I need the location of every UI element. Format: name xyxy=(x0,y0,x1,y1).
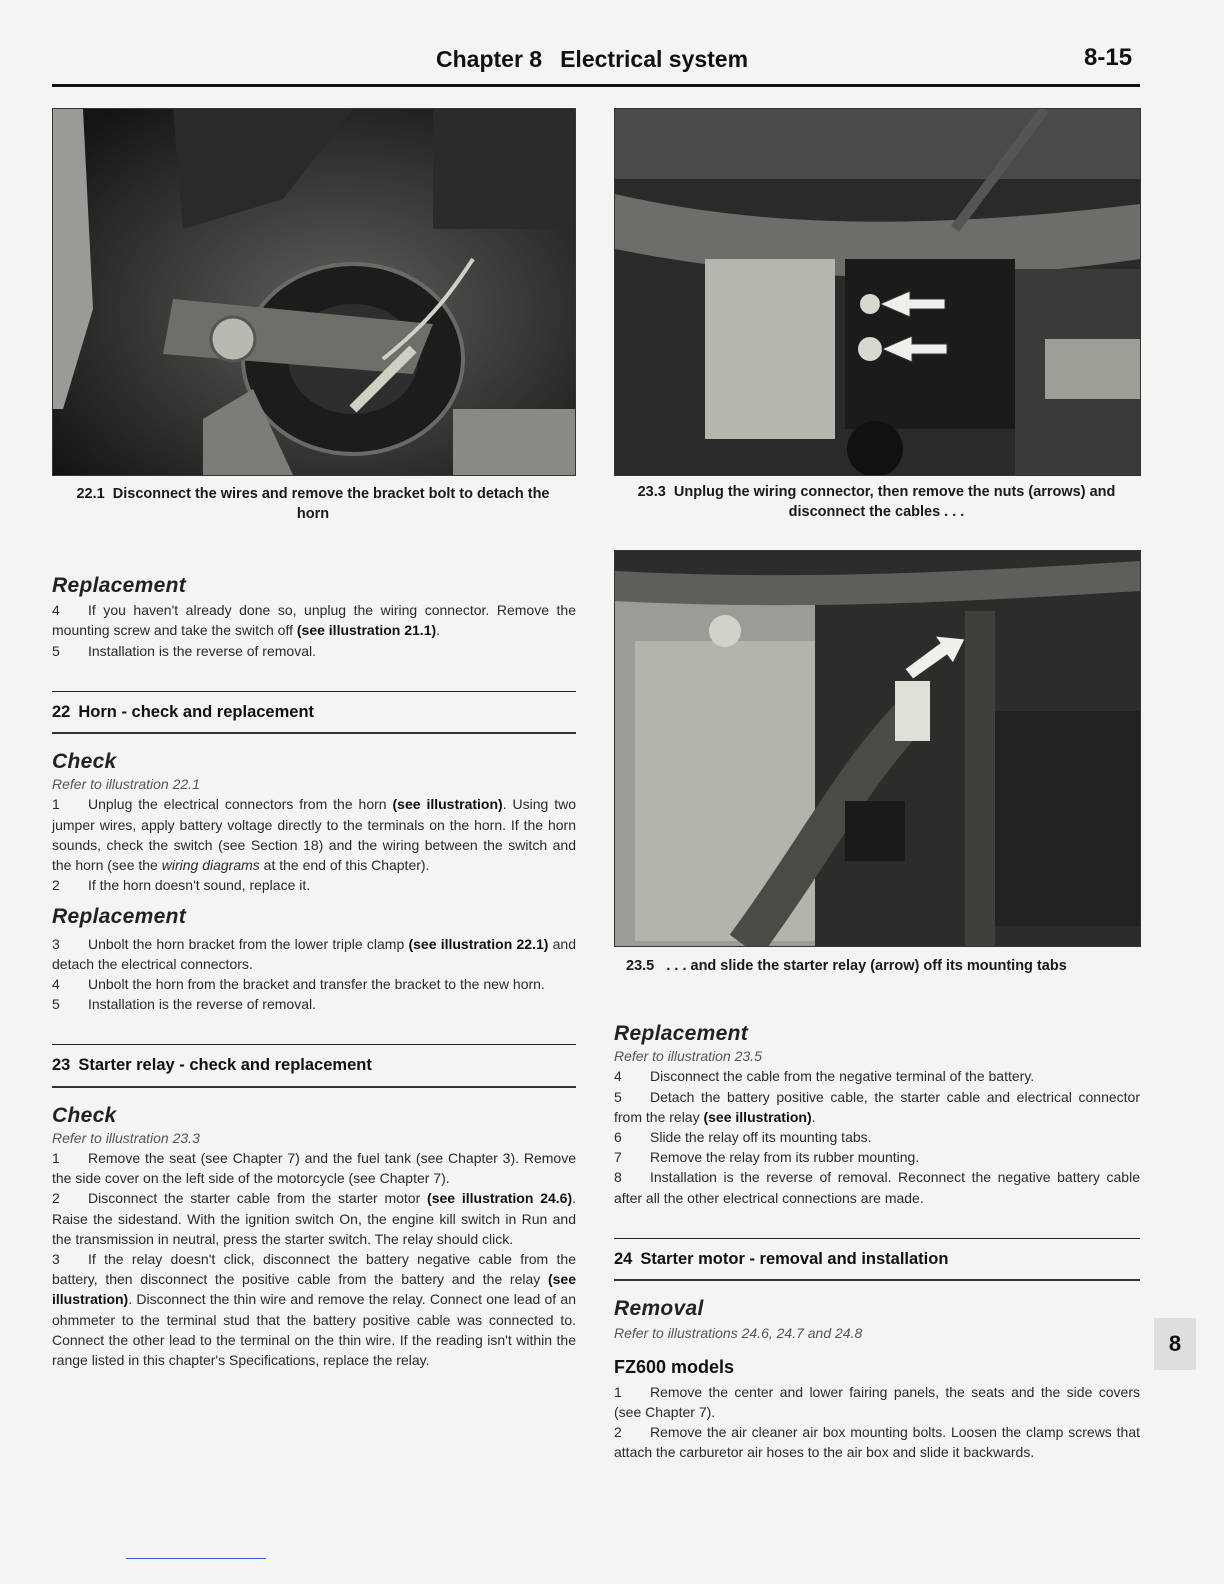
paragraph: 5 Installation is the reverse of removal. xyxy=(52,642,316,659)
chapter-title: Electrical system xyxy=(560,46,749,72)
paragraph: 1 Unplug the electrical connectors from the horn (see illustration). Using two jumper wires, apply battery voltage directly to the terminals on the horn. If the horn sounds, check the switch (see Section 18) and the wiring between the switch and the horn (see the wiring diagrams at the end of this Chapter). xyxy=(52,796,577,874)
subheading-removal: Removal xyxy=(614,1297,704,1321)
starter-relay-photo-illustration xyxy=(615,109,1140,475)
header-rule xyxy=(52,84,1140,87)
page-number: 8-15 xyxy=(1084,44,1133,71)
figure-number: 23.3 xyxy=(637,484,666,500)
figure-number: 22.1 xyxy=(76,486,105,502)
right-column xyxy=(614,1024,1140,1462)
subheading-replacement: Replacement xyxy=(52,905,187,929)
section-rule xyxy=(614,1279,1140,1281)
subheading-replacement: Replacement xyxy=(614,1022,749,1045)
section-rule xyxy=(52,732,576,734)
section-title-22: 22 Horn - check and replacement xyxy=(52,702,315,721)
figure-number: 23.5 xyxy=(626,958,655,974)
figure-caption: Disconnect the wires and remove the bracket bolt to detach the horn xyxy=(112,486,550,522)
paragraph: 6 Slide the relay off its mounting tabs. xyxy=(614,1129,872,1146)
paragraph: 1 Remove the seat (see Chapter 7) and the fuel tank (see Chapter 3). Remove the side cover on the left side of the motorcycle (see Chapter 7). xyxy=(52,1150,576,1187)
photo-22-1 xyxy=(52,108,576,476)
photo-23-3 xyxy=(614,108,1141,476)
paragraph: 4 If you haven't already done so, unplug the wiring connector. Remove the mounting screw and take the switch off (see illustration 21.1). xyxy=(52,602,576,639)
paragraph: 2 If the horn doesn't sound, replace it. xyxy=(52,877,311,894)
caption-22-1 xyxy=(60,484,566,524)
figure-caption: Unplug the wiring connector, then remove the nuts (arrows) and disconnect the cables . . . xyxy=(673,484,1116,520)
chapter-heading xyxy=(436,46,748,73)
photo-23-5 xyxy=(614,550,1141,947)
section-title-24: 24 Starter motor - removal and installation xyxy=(614,1249,949,1268)
illustration-reference: Refer to illustrations 24.6, 24.7 and 24.8 xyxy=(614,1325,863,1342)
section-rule xyxy=(52,1086,576,1088)
paragraph: 4 Unbolt the horn from the bracket and transfer the bracket to the new horn. xyxy=(52,976,545,993)
section-title-23: 23 Starter relay - check and replacement xyxy=(52,1056,372,1075)
paragraph: 1 Remove the center and lower fairing panels, the seats and the side covers (see Chapter 7). xyxy=(614,1383,1140,1420)
paragraph: 3 If the relay doesn't click, disconnect the battery negative cable from the battery, then disconnect the positive cable from the battery and the relay (see illustration). Disconnect the thin wire and remove the relay. Connect one lead of an ohmmeter to the terminal stud that the battery positive cable was connected to. Connect the other lead to the terminal on the thin wire. If the reading isn't within the range listed in this chapter's Specifications, replace the relay. xyxy=(52,1251,576,1369)
figure-caption: . . . and slide the starter relay (arrow) off its mounting tabs xyxy=(666,958,1067,974)
paragraph: 3 Unbolt the horn bracket from the lower triple clamp (see illustration 22.1) and detach the electrical connectors. xyxy=(52,935,576,972)
left-column xyxy=(52,576,576,1370)
paragraph: 4 Disconnect the cable from the negative terminal of the battery. xyxy=(614,1068,1035,1085)
chapter-tab: 8 xyxy=(1154,1318,1196,1370)
paragraph: 5 Installation is the reverse of removal. xyxy=(52,996,316,1013)
paragraph: 7 Remove the relay from its rubber mounting. xyxy=(614,1149,920,1166)
paragraph: 2 Remove the air cleaner air box mounting bolts. Loosen the clamp screws that attach the carburetor air hoses to the air box and slide it backwards. xyxy=(614,1424,1140,1461)
illustration-reference: Refer to illustration 23.3 xyxy=(52,1129,200,1146)
chapter-label: Chapter 8 xyxy=(436,46,543,72)
subheading-check: Check xyxy=(52,1103,117,1127)
illustration-reference: Refer to illustration 23.5 xyxy=(614,1048,762,1065)
paragraph: 2 Disconnect the starter cable from the starter motor (see illustration 24.6). Raise the sidestand. With the ignition switch On, the engine kill switch in Run and the transmission in neutral, press the starter switch. The relay should click. xyxy=(52,1190,576,1247)
relay-mounting-photo-illustration xyxy=(615,551,1140,946)
caption-23-5 xyxy=(626,956,1136,976)
model-heading: FZ600 models xyxy=(614,1357,735,1378)
paragraph: 8 Installation is the reverse of removal. Reconnect the negative battery cable after all the other electrical connections are made. xyxy=(614,1169,1140,1206)
caption-23-3 xyxy=(614,482,1139,522)
subheading-check: Check xyxy=(52,750,117,774)
footer-link-underline xyxy=(126,1558,266,1559)
subheading-replacement: Replacement xyxy=(52,574,187,597)
horn-photo-illustration xyxy=(53,109,575,475)
illustration-reference: Refer to illustration 22.1 xyxy=(52,776,200,793)
paragraph: 5 Detach the battery positive cable, the starter cable and electrical connector from the relay (see illustration). xyxy=(614,1088,1140,1125)
